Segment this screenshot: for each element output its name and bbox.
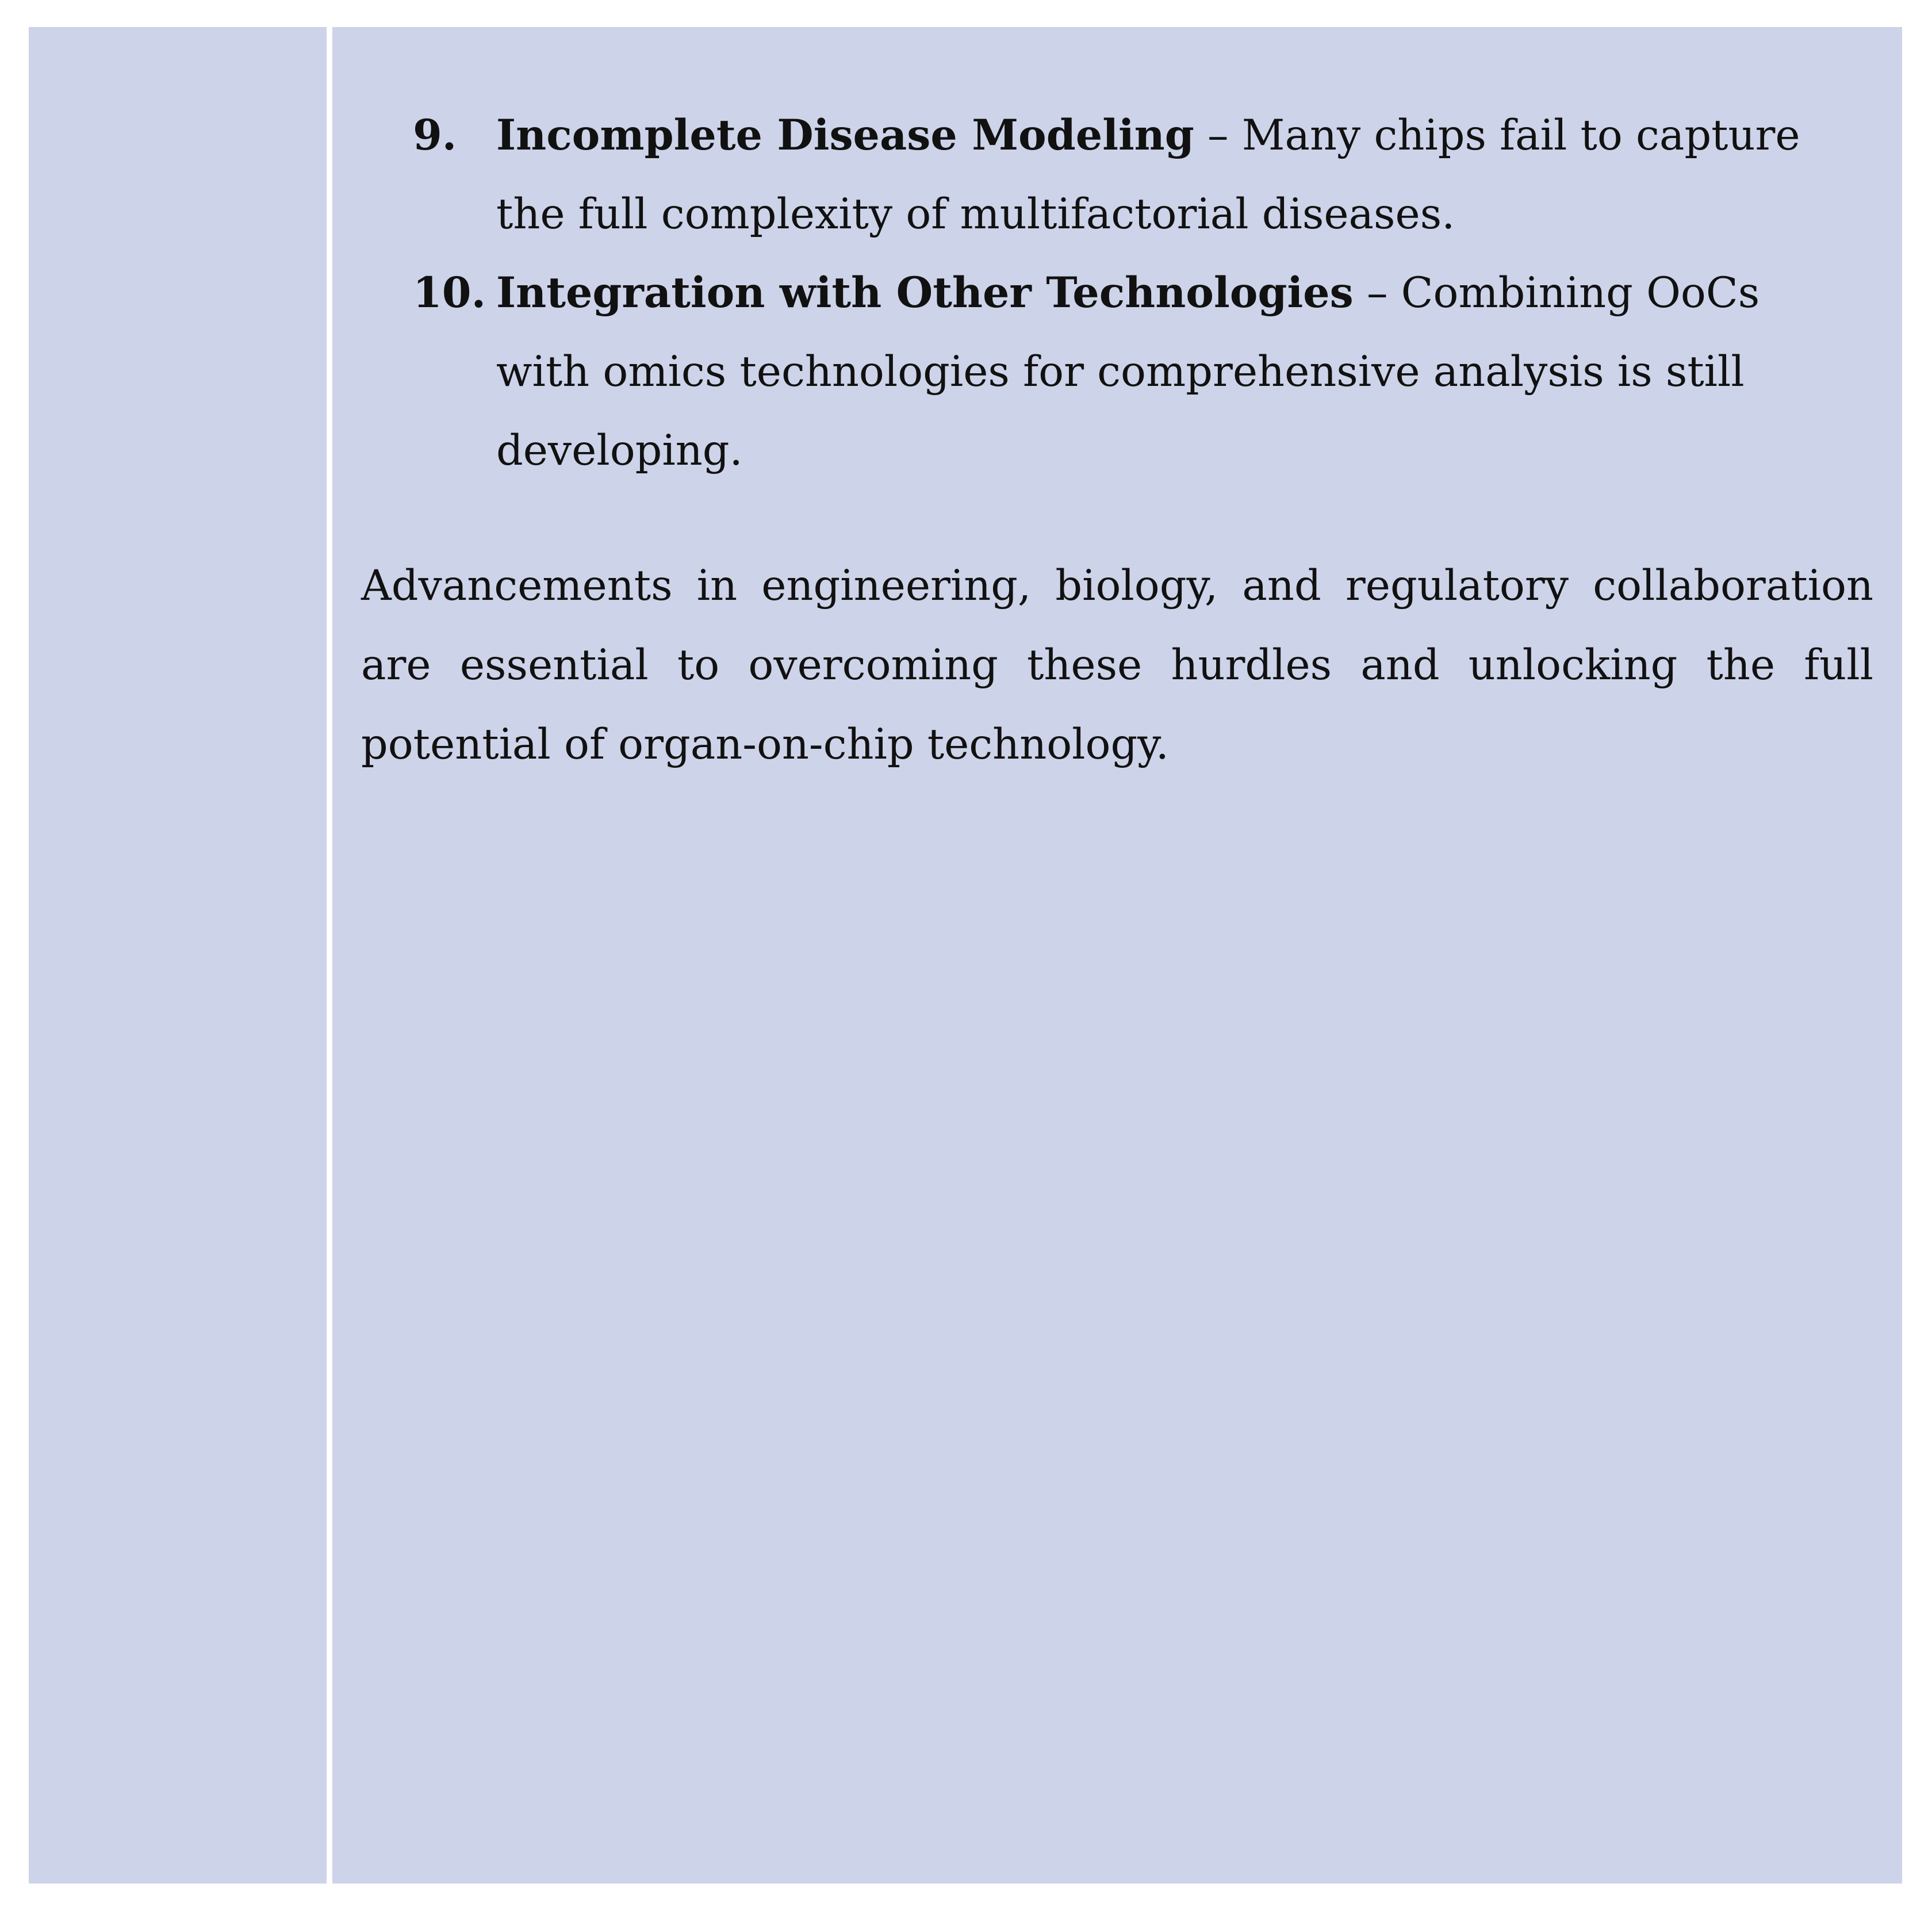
list-item-number: 9.	[413, 110, 457, 160]
list-item-title: Integration with Other Technologies	[496, 268, 1354, 317]
conclusion-paragraph: Advancements in engineering, biology, and regulatory collaboration are essential to overcoming these hurdles and unlocking the full potential of organ-on-chip technology.	[361, 561, 1873, 769]
list-item-text: Many chips fail to capture the full complexity of multifactorial diseases.	[496, 111, 1800, 239]
list-item	[332, 96, 1902, 254]
list-item-number: 10.	[413, 268, 486, 317]
list-item	[332, 254, 1902, 490]
challenges-list	[332, 96, 1902, 490]
list-item-separator: –	[1194, 111, 1242, 160]
list-item-text: Combining OoCs with omics technologies for comprehensive analysis is still developing.	[496, 269, 1760, 475]
content-panel	[332, 27, 1902, 1884]
left-margin-panel	[29, 27, 327, 1884]
list-item-title: Incomplete Disease Modeling	[496, 110, 1194, 160]
list-item-separator: –	[1353, 269, 1401, 317]
